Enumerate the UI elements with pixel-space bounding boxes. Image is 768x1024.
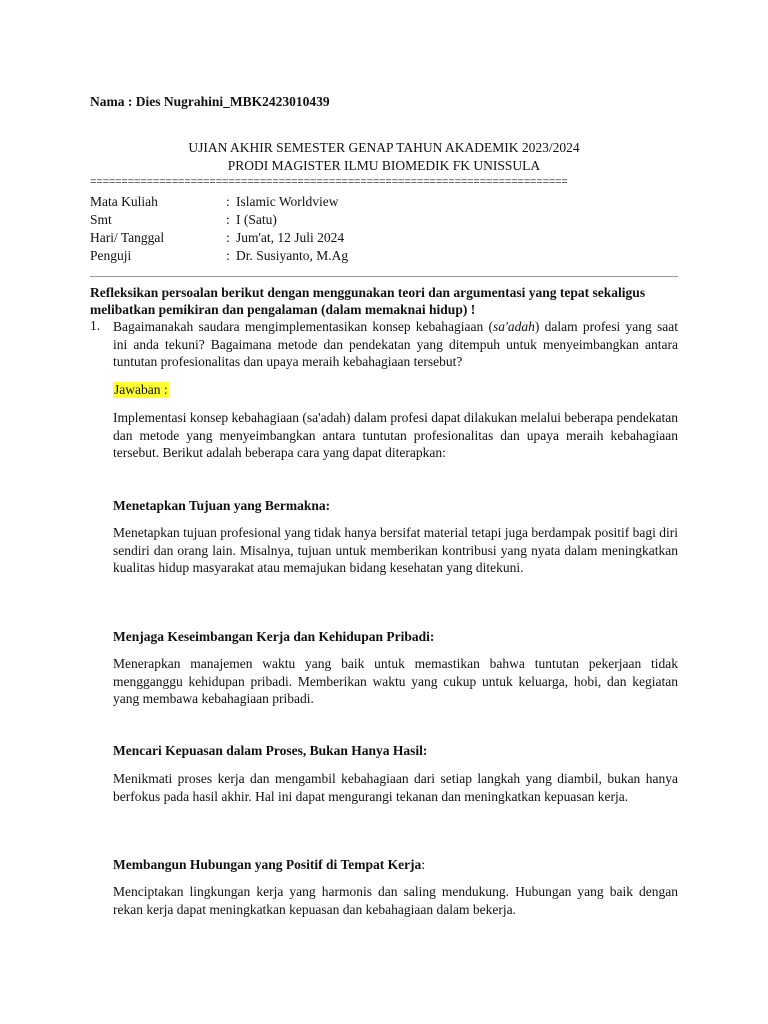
meta-colon: :	[226, 230, 230, 245]
meta-colon: :	[226, 248, 230, 263]
section-body: Menciptakan lingkungan kerja yang harmonis dan saling mendukung. Hubungan yang baik dengan rekan kerja dapat meningkatkan kepuasan dan kebahagiaan dalam bekerja.	[113, 884, 678, 917]
question-text	[113, 318, 678, 371]
program-title: PRODI MAGISTER ILMU BIOMEDIK FK UNISSULA	[227, 158, 541, 173]
meta-colon: :	[226, 194, 230, 209]
exam-title: UJIAN AKHIR SEMESTER GENAP TAHUN AKADEMIK 2023/2024	[188, 140, 580, 155]
section-heading	[113, 743, 427, 759]
question-text-after: ) dalam profesi yang saat ini anda tekuni? Bagaimana metode dan pendekatan yang ditempuh untuk menyeimbangkan antara tuntutan profesionalitas dan upaya meraih kebahagiaan tersebut?	[113, 319, 678, 369]
separator-line: ============================================================================	[90, 176, 568, 188]
student-name: Nama : Dies Nugrahini_MBK2423010439	[90, 94, 330, 109]
answer-intro: Implementasi konsep kebahagiaan (sa'adah) dalam profesi dapat dilakukan melalui beberapa pendekatan dan metode yang menyeimbangkan antara tuntutan profesionalitas dan upaya meraih kebahagiaan tersebut. Berikut adalah beberapa cara yang dapat diterapkan:	[113, 410, 678, 460]
meta-label: Hari/ Tanggal	[90, 230, 165, 245]
section-body: Menerapkan manajemen waktu yang baik untuk memastikan bahwa tuntutan pekerjaan tidak mengganggu kehidupan pribadi. Memberikan waktu yang cukup untuk keluarga, hobi, dan kegiatan yang membawa kebahagiaan pribadi.	[113, 656, 678, 706]
meta-label: Mata Kuliah	[90, 194, 158, 209]
meta-value: Dr. Susiyanto, M.Ag	[236, 248, 349, 263]
section-heading	[113, 857, 425, 873]
meta-row-course	[90, 194, 339, 210]
section-heading-tail: :	[421, 857, 426, 872]
meta-value: Islamic Worldview	[236, 194, 339, 209]
question-term: sa'adah	[492, 319, 535, 334]
section-heading-text: Mencari Kepuasan dalam Proses, Bukan Hanya Hasil:	[113, 743, 428, 758]
meta-value: I (Satu)	[236, 212, 277, 227]
section-heading	[113, 629, 434, 645]
question-text-before: Bagaimanakah saudara mengimplementasikan konsep kebahagiaan (	[113, 319, 493, 334]
meta-colon: :	[226, 212, 230, 227]
section-heading-text: Membangun Hubungan yang Positif di Tempat Kerja	[113, 857, 422, 872]
meta-row-date	[90, 230, 344, 246]
section-body: Menikmati proses kerja dan mengambil kebahagiaan dari setiap langkah yang diambil, bukan hanya berfokus pada hasil akhir. Hal ini dapat mengurangi tekanan dan meningkatkan kepuasan kerja.	[113, 771, 678, 804]
meta-label: Smt	[90, 212, 112, 227]
meta-row-examiner	[90, 248, 348, 264]
section-heading	[113, 498, 330, 514]
section-heading-text: Menetapkan Tujuan yang Bermakna:	[113, 498, 331, 513]
meta-value: Jum'at, 12 Juli 2024	[236, 230, 345, 245]
meta-label: Penguji	[90, 248, 132, 263]
instruction-text: Refleksikan persoalan berikut dengan menggunakan teori dan argumentasi yang tepat sekaligus melibatkan pemikiran dan pengalaman (dalam memaknai hidup) !	[90, 285, 646, 317]
answer-label: Jawaban :	[114, 382, 168, 397]
section-body: Menetapkan tujuan profesional yang tidak hanya bersifat material tetapi juga berdampak positif bagi diri sendiri dan orang lain. Misalnya, tujuan untuk memberikan kontribusi yang nyata dalam meningkatkan kualitas hidup masyarakat atau memajukan bidang kesehatan yang ditekuni.	[113, 525, 678, 575]
question-number: 1.	[90, 318, 101, 333]
section-heading-text: Menjaga Keseimbangan Kerja dan Kehidupan Pribadi:	[113, 629, 435, 644]
horizontal-rule	[90, 276, 678, 277]
meta-row-semester	[90, 212, 277, 228]
